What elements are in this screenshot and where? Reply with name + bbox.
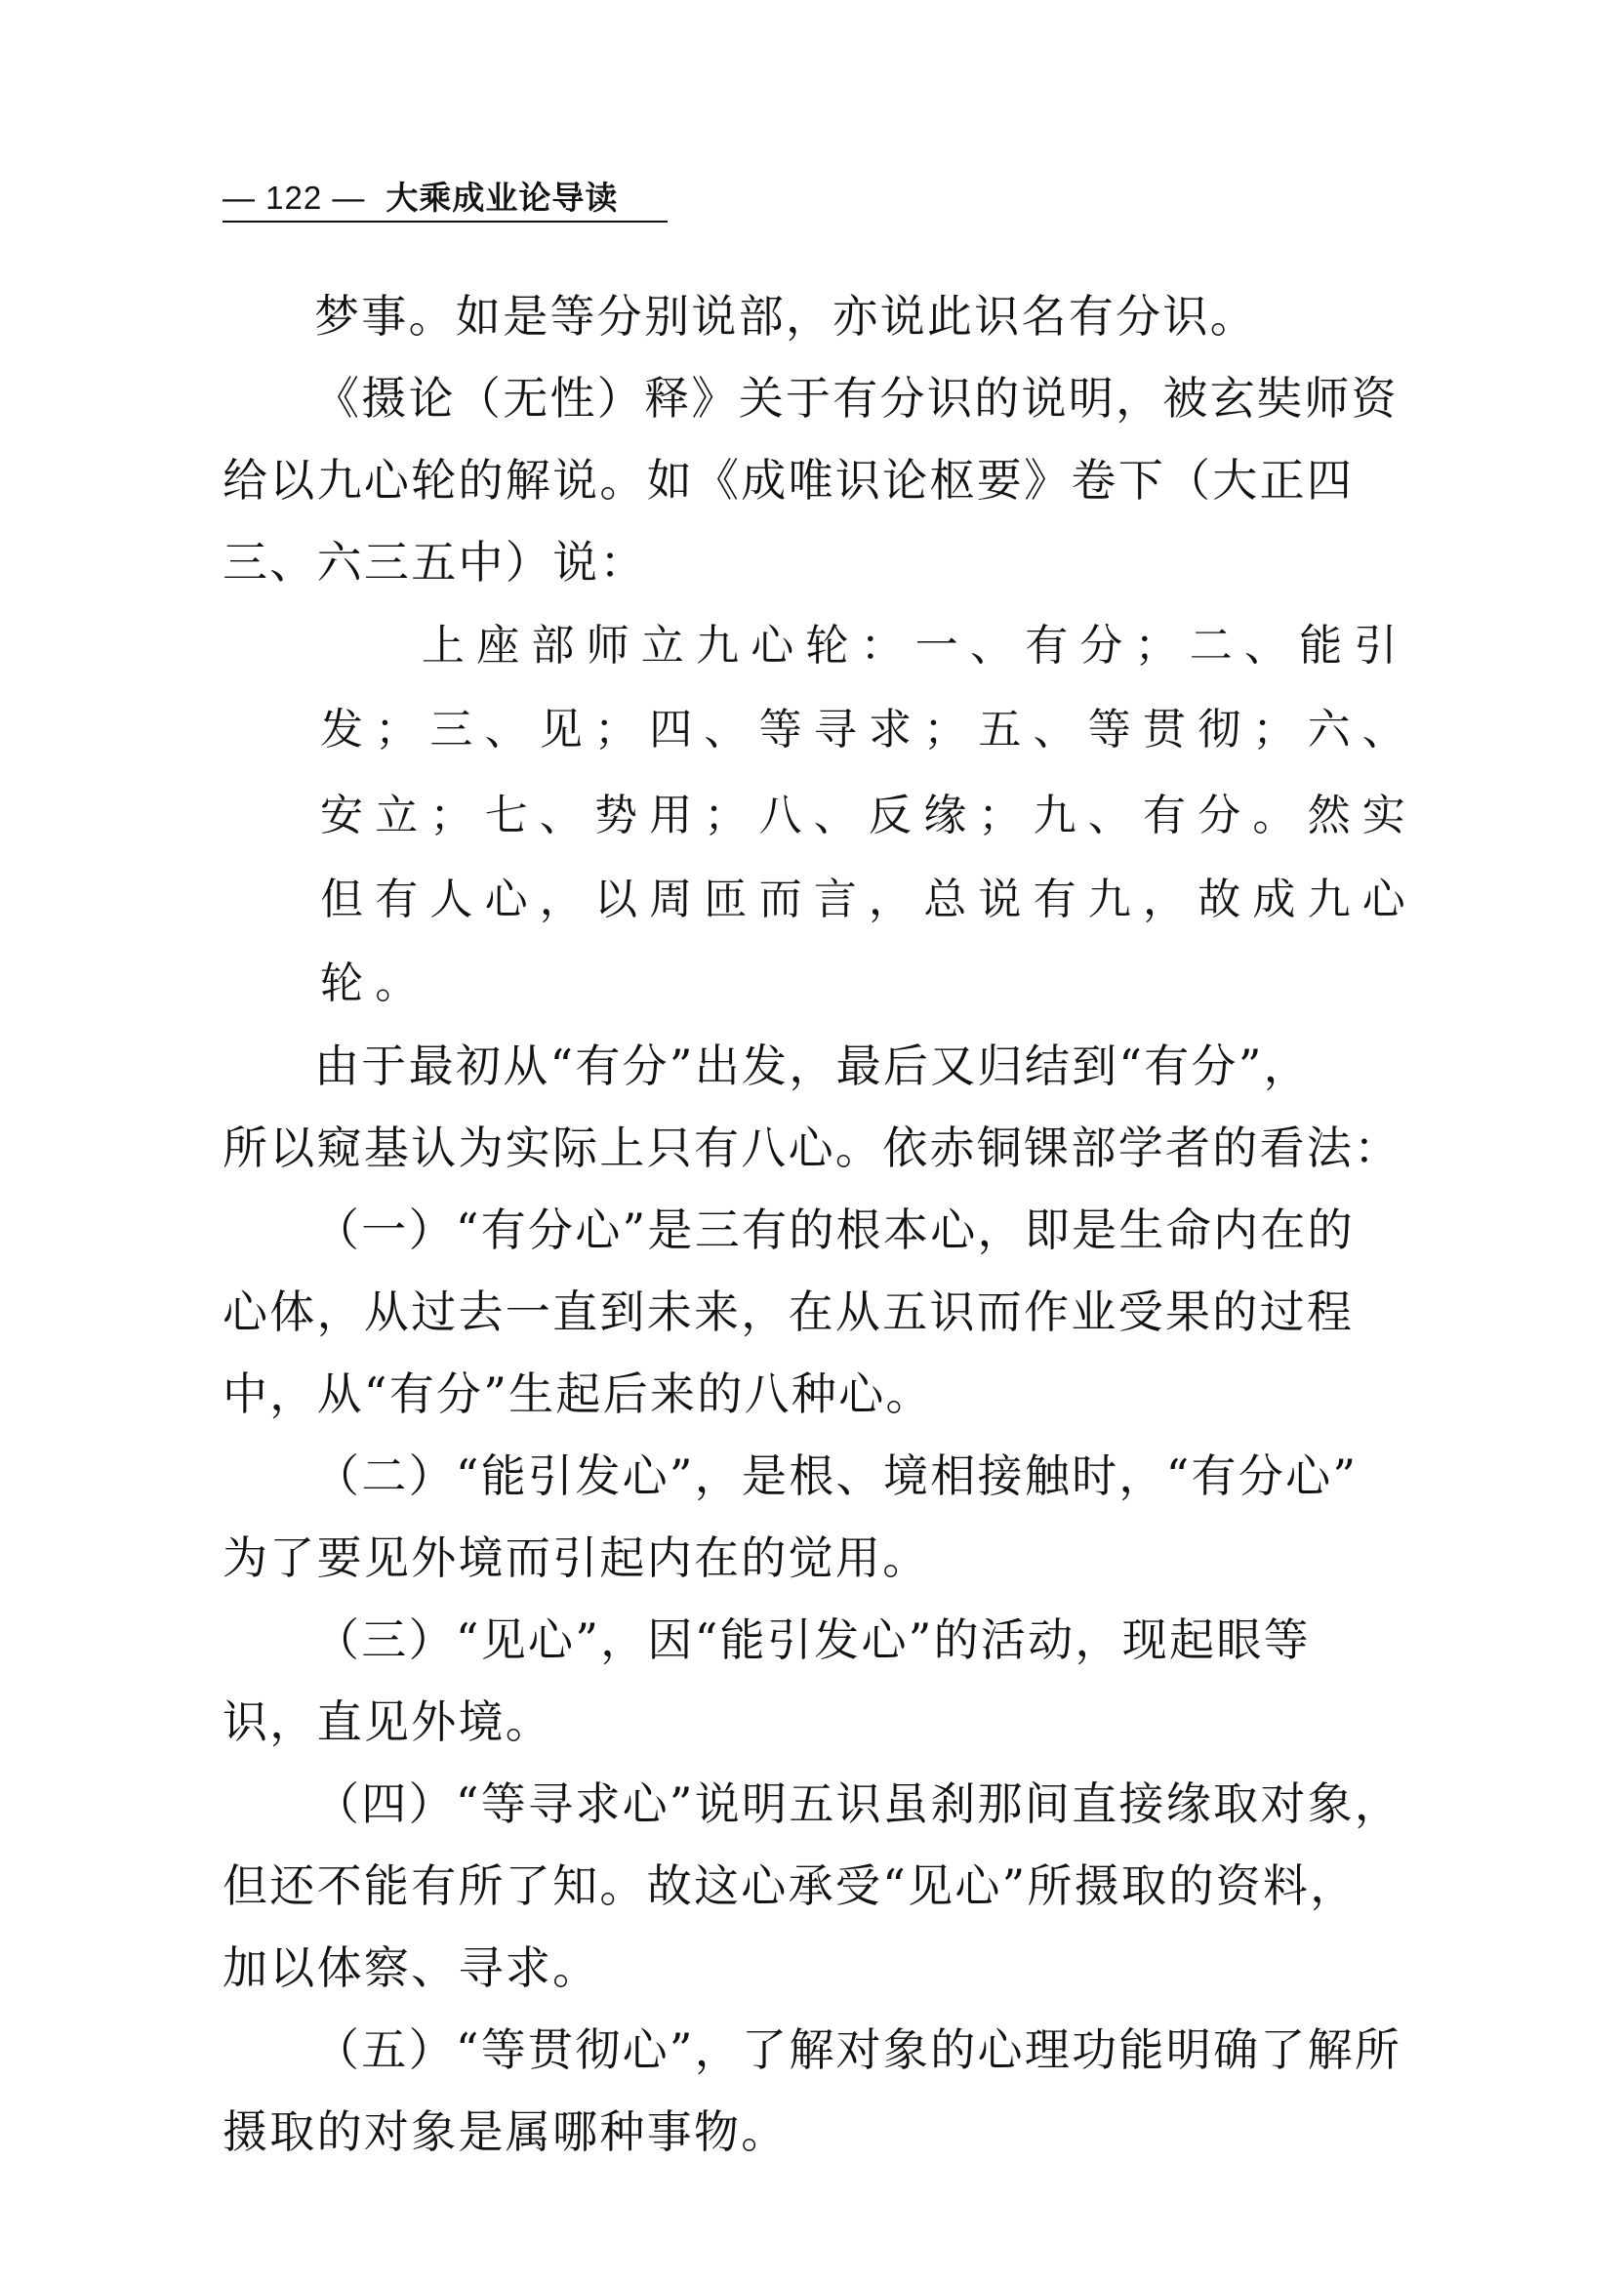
page-number: — 122 — [223, 180, 366, 216]
text-line: （四）“等寻求心”说明五识虽刹那间直接缘取对象， [314, 1777, 1402, 1830]
quote-line: 轮。 [320, 958, 430, 1008]
text-line: 摄取的对象是属哪种事物。 [223, 2105, 789, 2158]
text-line: （一）“有分心”是三有的根本心，即是生命内在的 [314, 1203, 1355, 1256]
text-line: 由于最初从“有分”出发，最后又归结到“有分”， [314, 1040, 1311, 1092]
text-line: 给以九心轮的解说。如《成唯识论枢要》卷下（大正四 [223, 454, 1355, 507]
text-line: 加以体察、寻求。 [223, 1941, 600, 1994]
text-line: 中，从“有分”生起后来的八种心。 [223, 1367, 933, 1420]
quote-line: 上座部师立九心轮：一、有分；二、能引 [422, 621, 1409, 671]
quote-line: 但有人心，以周匝而言，总说有九，故成九心 [320, 875, 1417, 924]
text-line: 但还不能有所了知。故这心承受“见心”所摄取的资料， [223, 1859, 1358, 1912]
running-header [223, 174, 671, 223]
header-rule [223, 221, 668, 223]
text-line: 梦事。如是等分别说部，亦说此识名有分识。 [314, 290, 1257, 343]
quote-line: 发；三、见；四、等寻求；五、等贯彻；六、 [320, 705, 1417, 755]
text-line: 心体，从过去一直到未来，在从五识而作业受果的过程 [223, 1285, 1355, 1338]
text-line: 《摄论（无性）释》关于有分识的说明，被玄奘师资 [314, 372, 1399, 425]
text-line: 识，直见外境。 [223, 1695, 553, 1748]
quote-line: 安立；七、势用；八、反缘；九、有分。然实 [320, 791, 1417, 840]
text-line: 为了要见外境而引起内在的觉用。 [223, 1531, 930, 1584]
text-line: （三）“见心”，因“能引发心”的活动，现起眼等 [314, 1613, 1311, 1666]
text-line: （五）“等贯彻心”，了解对象的心理功能明确了解所 [314, 2023, 1402, 2076]
book-title: 大乘成业论导读 [386, 179, 619, 217]
text-line: 所以窥基认为实际上只有八心。依赤铜锞部学者的看法： [223, 1122, 1401, 1174]
text-line: 三、六三五中）说： [223, 536, 647, 589]
text-line: （二）“能引发心”，是根、境相接触时，“有分心” [314, 1449, 1359, 1502]
